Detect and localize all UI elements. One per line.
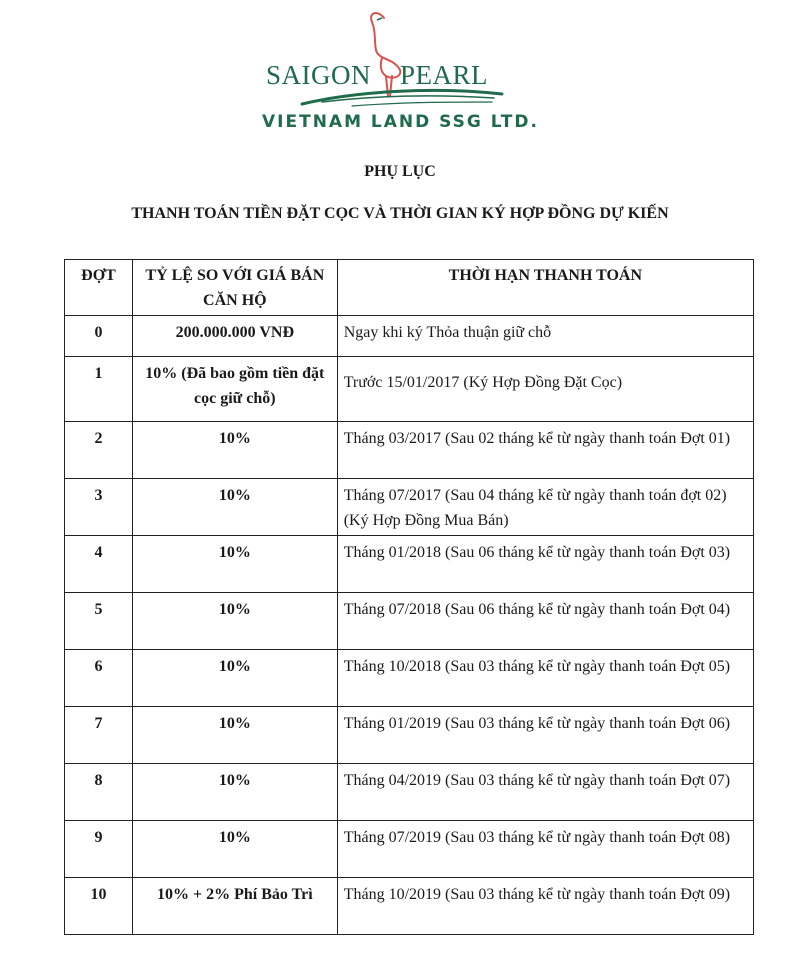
installment-number: 2 xyxy=(65,422,133,479)
installment-deadline: Tháng 01/2018 (Sau 06 tháng kể từ ngày thanh toán Đợt 03) xyxy=(337,536,753,593)
installment-deadline: Ngay khi ký Thỏa thuận giữ chỗ xyxy=(337,316,753,357)
installment-rate: 10% (Đã bao gồm tiền đặt cọc giữ chỗ) xyxy=(132,357,337,422)
installment-rate: 10% xyxy=(132,650,337,707)
installment-number: 4 xyxy=(65,536,133,593)
installment-deadline: Tháng 10/2019 (Sau 03 tháng kể từ ngày thanh toán Đợt 09) xyxy=(337,878,753,935)
installment-rate: 10% xyxy=(132,479,337,536)
table-row xyxy=(65,878,754,935)
installment-deadline: Tháng 07/2019 (Sau 03 tháng kể từ ngày thanh toán Đợt 08) xyxy=(337,821,753,878)
installment-deadline: Tháng 01/2019 (Sau 03 tháng kể từ ngày thanh toán Đợt 06) xyxy=(337,707,753,764)
brand-word-saigon: SAIGON xyxy=(266,60,372,90)
installment-number: 9 xyxy=(65,821,133,878)
installment-rate: 10% xyxy=(132,707,337,764)
installment-deadline: Trước 15/01/2017 (Ký Hợp Đồng Đặt Cọc) xyxy=(337,357,753,422)
document-subheading: THANH TOÁN TIỀN ĐẶT CỌC VÀ THỜI GIAN KÝ HỢP ĐỒNG DỰ KIẾN xyxy=(131,205,669,222)
installment-number: 0 xyxy=(65,316,133,357)
company-name: VIETNAM LAND SSG LTD. xyxy=(262,112,539,132)
installment-deadline: Tháng 07/2018 (Sau 06 tháng kể từ ngày thanh toán Đợt 04) xyxy=(337,593,753,650)
installment-deadline: Tháng 07/2017 (Sau 04 tháng kể từ ngày thanh toán đợt 02) (Ký Hợp Đồng Mua Bán) xyxy=(337,479,753,536)
installment-number: 7 xyxy=(65,707,133,764)
installment-rate: 10% + 2% Phí Bảo Trì xyxy=(132,878,337,935)
document-heading: PHỤ LỤC xyxy=(364,163,436,180)
installment-rate: 10% xyxy=(132,536,337,593)
table-row xyxy=(65,422,754,479)
table-row xyxy=(65,536,754,593)
table-row xyxy=(65,316,754,357)
table-row xyxy=(65,764,754,821)
installment-number: 10 xyxy=(65,878,133,935)
installment-number: 3 xyxy=(65,479,133,536)
installment-deadline: Tháng 10/2018 (Sau 03 tháng kể từ ngày thanh toán Đợt 05) xyxy=(337,650,753,707)
header-installment: ĐỢT xyxy=(65,260,133,316)
table-row xyxy=(65,479,754,536)
table-row xyxy=(65,707,754,764)
installment-rate: 10% xyxy=(132,593,337,650)
company-logo xyxy=(262,6,542,136)
table-row xyxy=(65,650,754,707)
table-row xyxy=(65,357,754,422)
installment-number: 1 xyxy=(65,357,133,422)
installment-rate: 10% xyxy=(132,764,337,821)
installment-deadline: Tháng 03/2017 (Sau 02 tháng kể từ ngày thanh toán Đợt 01) xyxy=(337,422,753,479)
installment-rate: 10% xyxy=(132,422,337,479)
header-rate: TỶ LỆ SO VỚI GIÁ BÁN CĂN HỘ xyxy=(132,260,337,316)
payment-schedule-table xyxy=(64,259,754,935)
table-header-row xyxy=(65,260,754,316)
installment-rate: 10% xyxy=(132,821,337,878)
brand-word-pearl: PEARL xyxy=(400,60,489,90)
installment-rate: 200.000.000 VNĐ xyxy=(132,316,337,357)
installment-number: 6 xyxy=(65,650,133,707)
installment-deadline: Tháng 04/2019 (Sau 03 tháng kể từ ngày thanh toán Đợt 07) xyxy=(337,764,753,821)
installment-number: 5 xyxy=(65,593,133,650)
header-deadline: THỜI HẠN THANH TOÁN xyxy=(337,260,753,316)
installment-number: 8 xyxy=(65,764,133,821)
table-row xyxy=(65,821,754,878)
table-row xyxy=(65,593,754,650)
